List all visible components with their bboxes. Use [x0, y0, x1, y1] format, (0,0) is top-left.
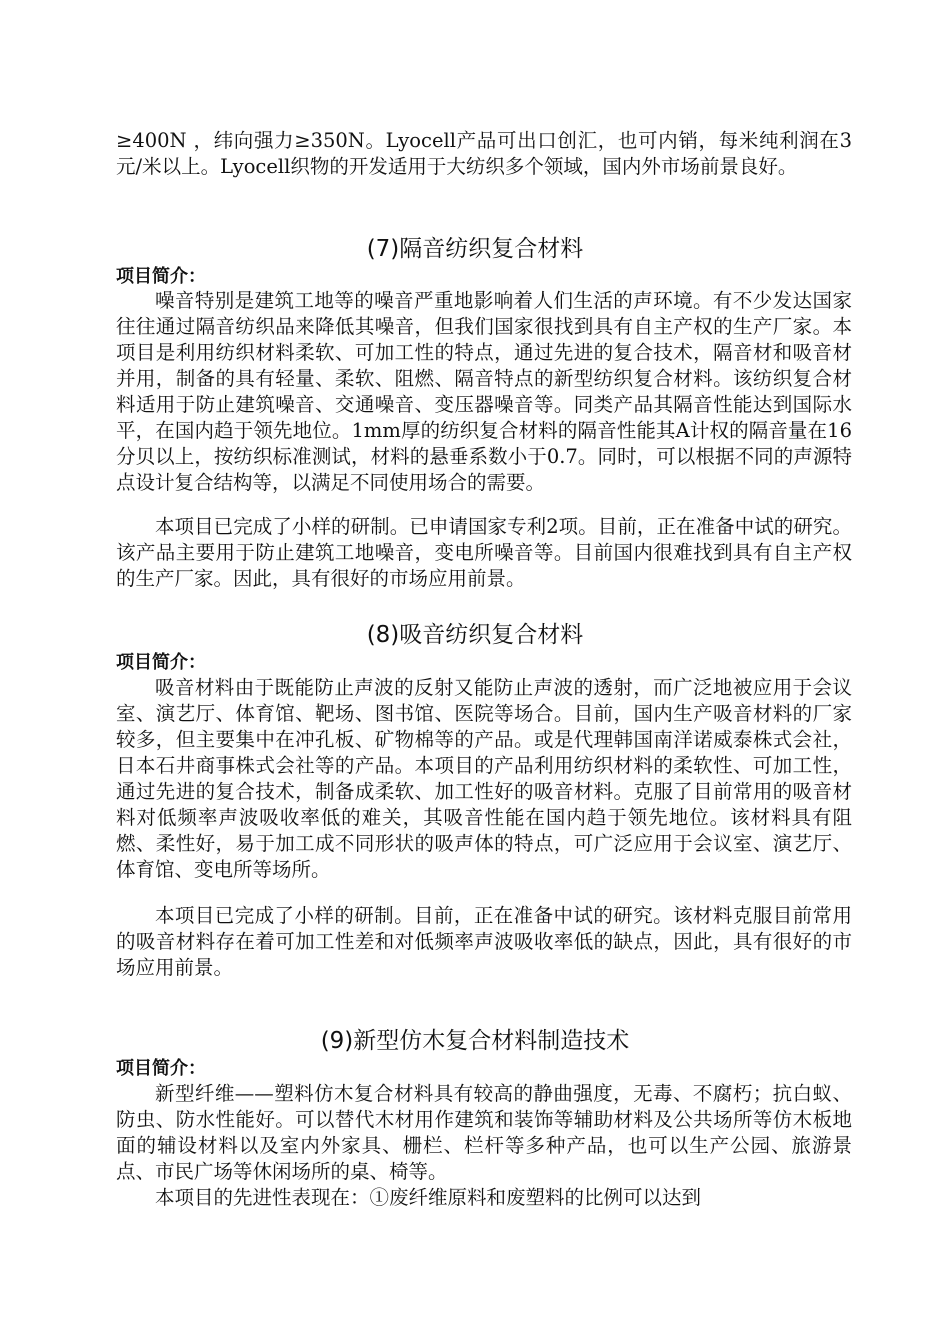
section-9-paragraph-2: 本项目的先进性表现在：①废纤维原料和废塑料的比例可以达到: [155, 1186, 702, 1209]
section-8-label: 项目简介：: [116, 652, 206, 673]
section-8-paragraph-1: 吸音材料由于既能防止声波的反射又能防止声波的透射，而广泛地被应用于会议室、演艺厅、体育馆、靶场、图书馆、医院等场合。目前，国内生产吸音材料的厂家较多，但主要集中在冲孔板、矿物棉等的产品。或是代理韩国南洋诺威泰株式会社，日本石井商事株式会社等的产品。本项目的产品利用纺织材料的柔软性、可加工性，通过先进的复合技术，制备成柔软、加工性好的吸音材料。克服了目前常用的吸音材料对低频率声波吸收率低的难关，其吸音性能在国内趋于领先地位。该材料具有阻燃、柔性好，易于加工成不同形状的吸声体的特点，可广泛应用于会议室、演艺厅、体育馆、变电所等场所。: [116, 676, 852, 881]
section-7-title: (7)隔音纺织复合材料: [366, 236, 584, 262]
section-7-paragraph-2: 本项目已完成了小样的研制。已申请国家专利2项。目前，正在准备中试的研究。该产品主要用于防止建筑工地噪音，变电所噪音等。目前国内很难找到具有自主产权的生产厂家。因此，具有很好的市场应用前景。: [116, 515, 852, 590]
section-7-paragraph-1: 噪音特别是建筑工地等的噪音严重地影响着人们生活的声环境。有不少发达国家往往通过隔音纺织品来降低其噪音，但我们国家很找到具有自主产权的生产厂家。本项目是利用纺织材料柔软、可加工性的特点，通过先进的复合技术，隔音材和吸音材并用，制备的具有轻量、柔软、阻燃、隔音特点的新型纺织复合材料。该纺织复合材料适用于防止建筑噪音、交通噪音、变压器噪音等。同类产品其隔音性能达到国际水平，在国内趋于领先地位。1mm厚的纺织复合材料的隔音性能其A计权的隔音量在16分贝以上，按纺织标准测试，材料的悬垂系数小于0.7。同时，可以根据不同的声源特点设计复合结构等，以满足不同使用场合的需要。: [116, 289, 852, 494]
section-7-label: 项目简介：: [116, 266, 206, 287]
section-8-title: (8)吸音纺织复合材料: [366, 622, 584, 648]
section-8-paragraph-2: 本项目已完成了小样的研制。目前，正在准备中试的研究。该材料克服目前常用的吸音材料存在着可加工性差和对低频率声波吸收率低的缺点，因此，具有很好的市场应用前景。: [116, 904, 852, 979]
section-9-paragraph-1: 新型纤维——塑料仿木复合材料具有较高的静曲强度，无毒、不腐朽；抗白蚁、防虫、防水性能好。可以替代木材用作建筑和装饰等辅助材料及公共场所等仿木板地面的辅设材料以及室内外家具、栅栏、栏杆等多种产品，也可以生产公园、旅游景点、市民广场等休闲场所的桌、椅等。: [116, 1082, 852, 1183]
section-9-label: 项目简介：: [116, 1058, 206, 1079]
section-9-title: (9)新型仿木复合材料制造技术: [320, 1028, 630, 1054]
intro-paragraph: ≥400N ，纬向强力≥350N。Lyocell产品可出口创汇，也可内销，每米纯利润在3元/米以上。Lyocell织物的开发适用于大纺织多个领域，国内外市场前景良好。: [116, 129, 852, 178]
